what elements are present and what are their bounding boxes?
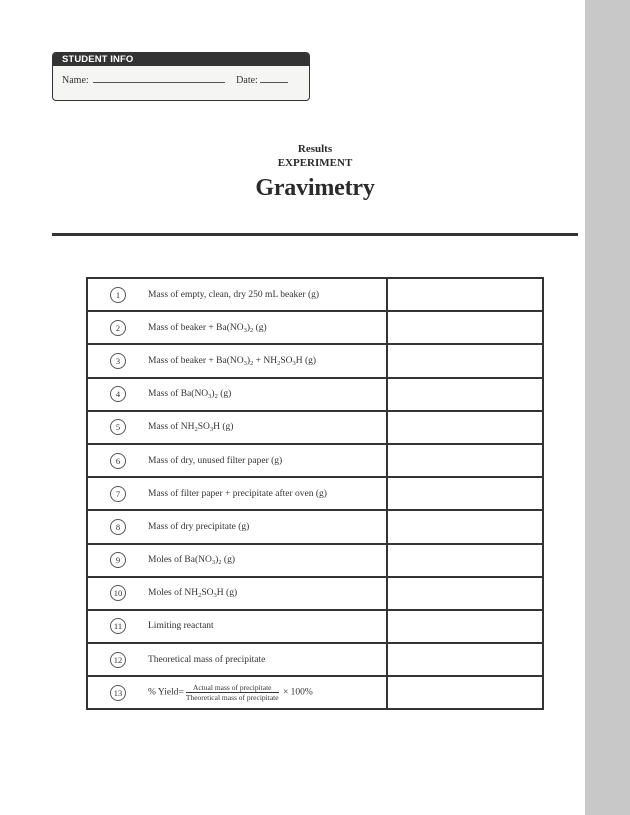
yield-fraction [186,683,279,702]
row-number-cell [87,311,148,344]
answer-cell[interactable] [387,344,543,377]
label-subscript: 2 [194,426,198,434]
table-row [87,676,543,709]
date-field[interactable] [260,74,288,83]
label-text: (g) [217,389,232,400]
label-subscript: 3 [243,359,247,367]
row-number: 4 [110,386,126,402]
yield-denominator: Theoretical mass of precipitate [185,693,279,703]
label-text: Moles of NH [148,588,199,599]
label-text: Theoretical mass of precipitate [148,654,266,665]
yield-prefix: % Yield= [148,688,184,699]
student-info-box [52,52,310,101]
label-subscript: 3 [208,393,212,401]
answer-cell[interactable] [387,577,543,610]
row-number-cell [87,411,148,444]
row-number: 12 [110,652,126,668]
row-number: 3 [110,353,126,369]
section-label: Results [297,143,333,155]
row-number-cell [87,477,148,510]
row-label [148,311,387,344]
name-label: Name: [62,75,89,86]
name-field[interactable] [93,74,225,83]
row-label [148,643,387,676]
label-text: ) [246,355,251,366]
label-subscript: 3 [211,559,216,567]
label-text: Mass of dry precipitate (g) [148,521,250,532]
row-label [148,676,387,709]
row-number: 10 [110,585,126,601]
student-info-header: STUDENT INFO [53,53,309,66]
table-row [87,378,543,411]
row-label [148,577,387,610]
label-text: SO [280,355,293,366]
label-text: (g) [253,322,267,333]
row-label [148,544,387,577]
row-label [148,411,387,444]
table-row [87,444,543,477]
date-label: Date: [236,75,258,86]
experiment-label: EXPERIMENT [277,157,353,169]
label-text: (g) [221,555,235,566]
label-text: Mass of NH [148,422,195,433]
answer-cell[interactable] [387,278,543,311]
row-label [148,610,387,643]
answer-cell[interactable] [387,676,543,709]
row-number-cell [87,610,148,643]
row-number-cell [87,577,148,610]
row-label [148,477,387,510]
label-subscript: 3 [292,359,296,367]
label-text: H (g) [213,422,234,433]
label-subscript: 2 [198,592,202,600]
table-row [87,510,543,543]
row-number-cell [87,378,148,411]
table-row [87,477,543,510]
yield-suffix: × 100% [280,688,313,699]
label-text: Mass of filter paper + precipitate after oven (g) [148,488,327,499]
table-row [87,577,543,610]
label-subscript: 2 [250,359,254,367]
label-subscript: 2 [214,393,218,401]
row-number-cell [87,643,148,676]
table-row [87,411,543,444]
student-info-row [62,74,288,86]
row-number-cell [87,544,148,577]
label-subscript: 3 [243,326,247,334]
page-title: Gravimetry [255,175,375,201]
row-label [148,510,387,543]
row-number: 1 [110,287,126,303]
table-row [87,344,543,377]
row-number: 5 [110,419,126,435]
answer-cell[interactable] [387,444,543,477]
label-text: Mass of beaker + Ba(NO [148,355,244,366]
row-number: 8 [110,519,126,535]
label-text: ) [215,555,219,566]
label-subscript: 2 [250,326,254,334]
row-number-cell [87,444,148,477]
label-text: H (g) [295,355,317,366]
label-text: Mass of dry, unused filter paper (g) [148,455,283,466]
results-table [86,277,544,710]
results-body [87,278,543,709]
row-label [148,344,387,377]
table-row [87,278,543,311]
label-text: SO [197,422,210,433]
table-row [87,311,543,344]
label-subscript: 3 [213,592,217,600]
row-number: 9 [110,552,126,568]
row-number-cell [87,676,148,709]
yield-numerator: Actual mass of precipitate [186,683,279,693]
label-text: ) [246,322,251,333]
answer-cell[interactable] [387,477,543,510]
row-number-cell [87,278,148,311]
label-text: Limiting reactant [148,621,214,632]
answer-cell[interactable] [387,411,543,444]
divider [52,233,578,236]
row-number: 6 [110,453,126,469]
row-number: 11 [110,618,126,634]
label-text: ) [211,389,215,400]
answer-cell[interactable] [387,378,543,411]
label-subscript: 2 [218,559,222,567]
label-text: Mass of Ba(NO [148,389,209,400]
answer-cell[interactable] [387,311,543,344]
answer-cell[interactable] [387,643,543,676]
label-subscript: 2 [277,359,281,367]
label-text: H (g) [216,588,238,599]
row-number: 7 [110,486,126,502]
row-number-cell [87,344,148,377]
answer-cell[interactable] [387,544,543,577]
page-edge-strip [585,0,630,815]
row-number-cell [87,510,148,543]
label-text: SO [201,588,214,599]
label-subscript: 3 [209,426,214,434]
label-text: Mass of empty, clean, dry 250 mL beaker (g) [148,289,320,300]
row-number: 13 [110,685,126,701]
label-text: Mass of beaker + Ba(NO [148,322,244,333]
answer-cell[interactable] [387,610,543,643]
label-text: Moles of Ba(NO [148,555,212,566]
row-label [148,278,387,311]
table-row [87,643,543,676]
table-row [87,544,543,577]
row-label [148,444,387,477]
answer-cell[interactable] [387,510,543,543]
table-row [87,610,543,643]
row-number: 2 [110,320,126,336]
label-text: + NH [253,355,278,366]
row-label [148,378,387,411]
